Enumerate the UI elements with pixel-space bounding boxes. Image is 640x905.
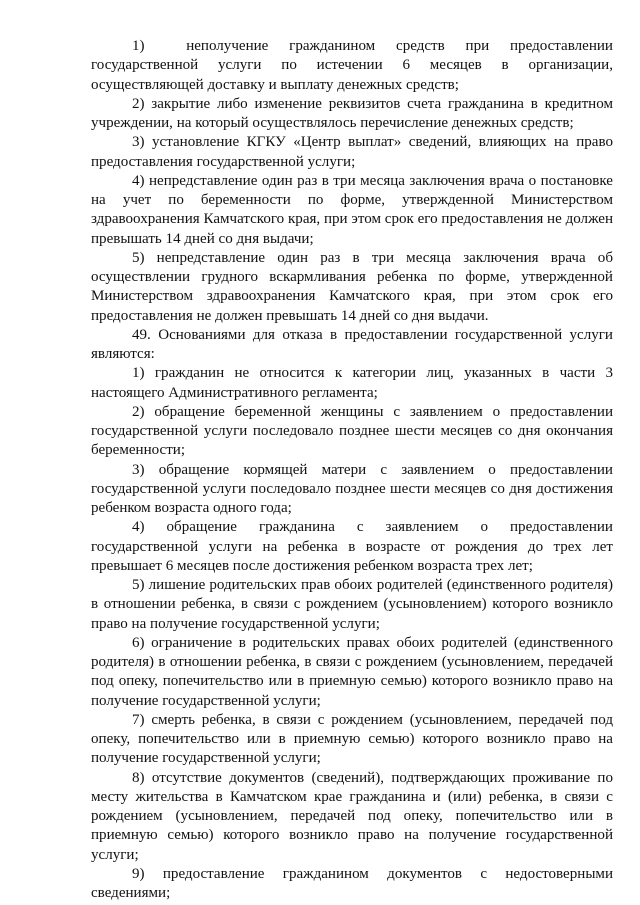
paragraph-item-2-account-change: 2) закрытие либо изменение реквизитов счета гражданина в кредитном учреждении, на который осуществлялось перечисление денежных средств; (91, 95, 613, 131)
paragraph-item-3-center-findings: 3) установление КГКУ «Центр выплат» сведений, влияющих на право предоставления государственной услуги; (91, 134, 613, 170)
paragraph-item-1-non-receipt: 1) неполучение гражданином средств при предоставлении государственной услуги по истечении 6 месяцев в организации, осуществляющей доставку и выплату денежных средств; (91, 38, 613, 93)
paragraph-refusal-8-residence: 8) отсутствие документов (сведений), подтверждающих проживание по месту жительства в Камчатском крае гражданина и (или) ребенка, в связи с рождением (усыновлением, передачей под опеку, попечительство или в приемную семью) которого возникло право на получение государственной услуги; (91, 769, 613, 863)
paragraph-refusal-7-child-death: 7) смерть ребенка, в связи с рождением (усыновлением, передачей под опеку, попечительство или в приемную семью) которого возникло право на получение государственной услуги; (91, 711, 613, 767)
paragraph-section-49-heading: 49. Основаниями для отказа в предоставлении государственной услуги являются: (91, 326, 613, 362)
paragraph-refusal-4-child-age: 4) обращение гражданина с заявлением о предоставлении государственной услуги на ребенка в возрасте от рождения до трех лет превышает 6 месяцев после достижения ребенком возраста трех лет; (91, 519, 613, 574)
paragraph-refusal-9-false-documents: 9) предоставление гражданином документов с недостоверными сведениями; (91, 865, 613, 901)
paragraph-item-5-breastfeeding-certificate: 5) непредставление один раз в три месяца заключения врача об осуществлении грудного вскармливания ребенка по форме, утвержденной Министерством здравоохранения Камчатского края, при этом срок его предоставления не должен превышать 14 дней со дня выдачи. (91, 249, 613, 324)
paragraph-refusal-5-deprivation: 5) лишение родительских прав обоих родителей (единственного родителя) в отношении ребенка, в связи с рождением (усыновлением) которого возникло право на получение государственной услуги; (91, 577, 613, 632)
paragraph-item-4-pregnancy-certificate: 4) непредставление один раз в три месяца заключения врача о постановке на учет по беременности по форме, утвержденной Министерством здравоохранения Камчатского края, при этом срок его предоставления не должен превышать 14 дней со дня выдачи; (91, 172, 613, 247)
paragraph-refusal-6-restriction: 6) ограничение в родительских правах обоих родителей (единственного родителя) в отношении ребенка, в связи с рождением (усыновлением, передачей под опеку, попечительство или в приемную семью) которого возникло право на получение государственной услуги; (91, 634, 613, 709)
paragraph-refusal-1-category: 1) гражданин не относится к категории лиц, указанных в части 3 настоящего Административного регламента; (91, 365, 613, 401)
paragraph-refusal-2-pregnant-deadline: 2) обращение беременной женщины с заявлением о предоставлении государственной услуги последовало позднее шести месяцев со дня окончания беременности; (91, 403, 613, 459)
paragraph-refusal-3-nursing-deadline: 3) обращение кормящей матери с заявлением о предоставлении государственной услуги последовало позднее шести месяцев со дня достижения ребенком возраста одного года; (91, 461, 613, 516)
